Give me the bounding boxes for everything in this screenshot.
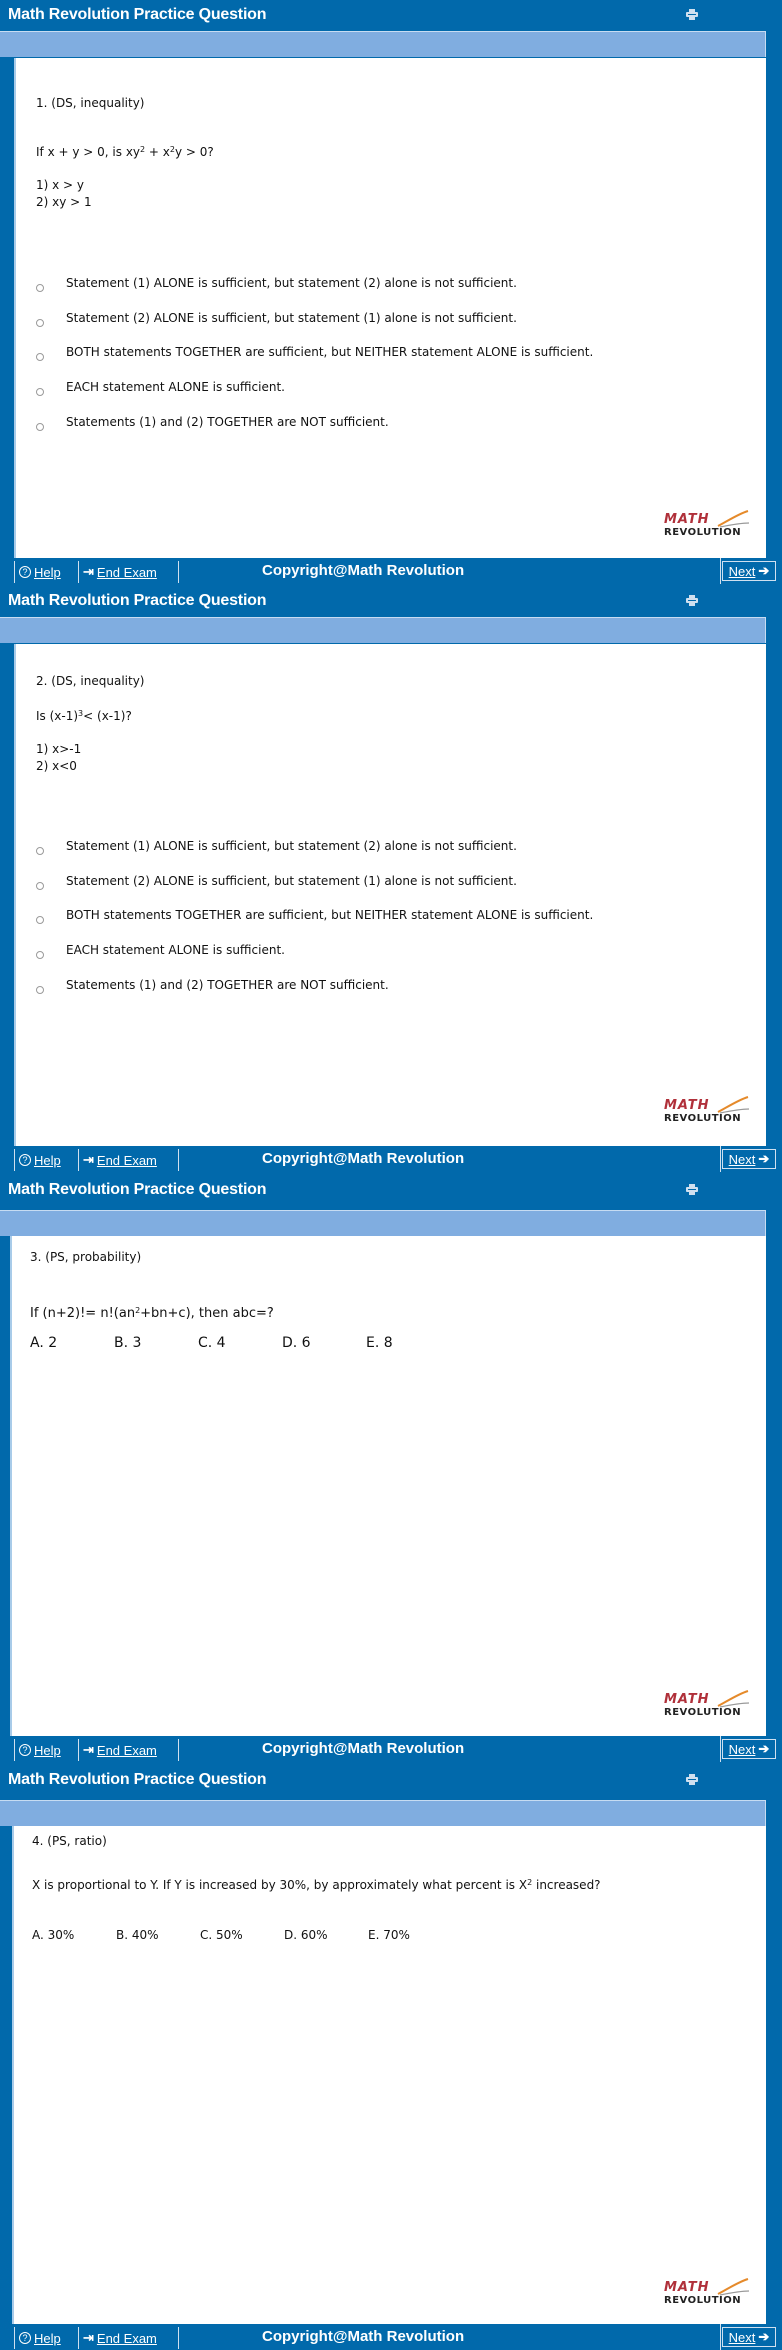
help-button[interactable]: ? Help	[14, 1149, 65, 1171]
print-icon[interactable]	[686, 595, 698, 606]
question-heading: 1. (DS, inequality)	[36, 96, 145, 110]
help-icon: ?	[19, 1744, 31, 1756]
question-heading: 3. (PS, probability)	[30, 1250, 142, 1264]
title-bar	[0, 586, 782, 616]
answer-option-e[interactable]: Statements (1) and (2) TOGETHER are NOT sufficient.	[36, 423, 44, 431]
math-revolution-logo: MATH REVOLUTION	[664, 2278, 752, 2312]
choice-c[interactable]: C. 4	[198, 1335, 226, 1351]
swoosh-icon	[716, 1096, 750, 1114]
choice-b[interactable]: B. 3	[114, 1335, 142, 1351]
footer-divider	[720, 1736, 721, 1762]
footer-divider	[720, 1146, 721, 1172]
choice-e[interactable]: E. 8	[366, 1335, 393, 1351]
question-panel-2	[0, 586, 782, 1172]
question-content	[14, 58, 766, 558]
footer-bar	[0, 1146, 782, 1172]
end-exam-button[interactable]: ⇥ End Exam	[78, 561, 161, 583]
copyright-text: Copyright@Math Revolution	[262, 562, 465, 579]
exit-icon: ⇥	[83, 1742, 94, 1757]
answer-option-e[interactable]: Statements (1) and (2) TOGETHER are NOT sufficient.	[36, 986, 44, 994]
choice-d[interactable]: D. 60%	[284, 1928, 328, 1942]
next-button[interactable]: Next ➔	[722, 1739, 776, 1759]
footer-divider	[720, 2324, 721, 2350]
footer-bar	[0, 2324, 782, 2350]
arrow-right-icon: ➔	[758, 563, 770, 578]
arrow-right-icon: ➔	[758, 1741, 770, 1756]
next-button[interactable]: Next ➔	[722, 561, 776, 581]
statement-1: 1) x > y	[36, 178, 85, 192]
answer-option-a[interactable]: Statement (1) ALONE is sufficient, but statement (2) alone is not sufficient.	[36, 284, 44, 292]
end-exam-button[interactable]: ⇥ End Exam	[78, 1739, 161, 1761]
question-panel-1	[0, 0, 782, 586]
footer-divider	[178, 1149, 179, 1171]
copyright-text: Copyright@Math Revolution	[262, 2328, 465, 2345]
title-bar	[0, 0, 782, 30]
radio-button[interactable]	[36, 284, 44, 292]
next-button[interactable]: Next ➔	[722, 2327, 776, 2347]
help-icon: ?	[19, 1154, 31, 1166]
answer-option-a[interactable]: Statement (1) ALONE is sufficient, but statement (2) alone is not sufficient.	[36, 847, 44, 855]
statement-2: 2) xy > 1	[36, 195, 92, 209]
footer-bar	[0, 1736, 782, 1762]
copyright-text: Copyright@Math Revolution	[262, 1150, 465, 1167]
end-exam-button[interactable]: ⇥ End Exam	[78, 1149, 161, 1171]
footer-divider	[178, 1739, 179, 1761]
radio-button[interactable]	[36, 882, 44, 890]
footer-divider	[178, 561, 179, 583]
toolbar-strip	[0, 1800, 766, 1826]
statement-2: 2) x<0	[36, 759, 77, 773]
math-revolution-logo: MATH REVOLUTION	[664, 1690, 752, 1724]
arrow-right-icon: ➔	[758, 1151, 770, 1166]
radio-button[interactable]	[36, 847, 44, 855]
print-icon[interactable]	[686, 9, 698, 20]
answer-choices	[30, 1335, 450, 1351]
footer-divider	[178, 2327, 179, 2349]
arrow-right-icon: ➔	[758, 2329, 770, 2344]
question-heading: 4. (PS, ratio)	[32, 1834, 107, 1848]
toolbar-strip	[0, 1210, 766, 1236]
help-button[interactable]: ? Help	[14, 561, 65, 583]
question-heading: 2. (DS, inequality)	[36, 674, 145, 688]
swoosh-icon	[716, 510, 750, 528]
answer-choices	[32, 1928, 452, 1942]
statement-1: 1) x>-1	[36, 742, 82, 756]
copyright-text: Copyright@Math Revolution	[262, 1740, 465, 1757]
radio-button[interactable]	[36, 353, 44, 361]
swoosh-icon	[716, 2278, 750, 2296]
window-title: Math Revolution Practice Question	[8, 1771, 267, 1788]
choice-e[interactable]: E. 70%	[368, 1928, 410, 1942]
choice-c[interactable]: C. 50%	[200, 1928, 243, 1942]
swoosh-icon	[716, 1690, 750, 1708]
question-content	[14, 644, 766, 1146]
question-panel-3	[0, 1172, 782, 1762]
help-button[interactable]: ? Help	[14, 1739, 65, 1761]
end-exam-button[interactable]: ⇥ End Exam	[78, 2327, 161, 2349]
answer-option-b[interactable]: Statement (2) ALONE is sufficient, but statement (1) alone is not sufficient.	[36, 882, 44, 890]
help-icon: ?	[19, 566, 31, 578]
help-icon: ?	[19, 2332, 31, 2344]
radio-button[interactable]	[36, 916, 44, 924]
print-icon[interactable]	[686, 1184, 698, 1195]
answer-option-c[interactable]: BOTH statements TOGETHER are sufficient, but NEITHER statement ALONE is sufficient.	[36, 353, 44, 361]
help-button[interactable]: ? Help	[14, 2327, 65, 2349]
window-title: Math Revolution Practice Question	[8, 1181, 267, 1198]
title-bar	[0, 1172, 782, 1208]
toolbar-strip	[0, 617, 766, 643]
question-stem: If x + y > 0, is $xy^2 + x^2y > 0$?	[36, 145, 214, 159]
choice-a[interactable]: A. 2	[30, 1335, 58, 1351]
window-title: Math Revolution Practice Question	[8, 6, 267, 23]
exit-icon: ⇥	[83, 1152, 94, 1167]
question-panel-4	[0, 1762, 782, 2350]
radio-button[interactable]	[36, 423, 44, 431]
answer-option-c[interactable]: BOTH statements TOGETHER are sufficient, but NEITHER statement ALONE is sufficient.	[36, 916, 44, 924]
exit-icon: ⇥	[83, 564, 94, 579]
math-revolution-logo: MATH REVOLUTION	[664, 1096, 752, 1130]
answer-option-d[interactable]: EACH statement ALONE is sufficient.	[36, 388, 44, 396]
choice-d[interactable]: D. 6	[282, 1335, 311, 1351]
question-stem: X is proportional to Y. If Y is increased by 30%, by approximately what percent is $X^2$ increased?	[32, 1878, 601, 1892]
question-content	[12, 1826, 766, 2324]
choice-a[interactable]: A. 30%	[32, 1928, 75, 1942]
title-bar	[0, 1762, 782, 1798]
radio-button[interactable]	[36, 951, 44, 959]
next-button[interactable]: Next ➔	[722, 1149, 776, 1169]
choice-b[interactable]: B. 40%	[116, 1928, 159, 1942]
footer-bar	[0, 558, 782, 584]
print-icon[interactable]	[686, 1774, 698, 1785]
exit-icon: ⇥	[83, 2330, 94, 2345]
window-title: Math Revolution Practice Question	[8, 592, 267, 609]
question-stem: If $(n+2)!= n!(an^2+bn+c)$, then abc=?	[30, 1306, 274, 1321]
question-stem: Is $(x-1)^3< (x-1)$?	[36, 709, 132, 723]
toolbar-strip	[0, 31, 766, 57]
radio-button[interactable]	[36, 388, 44, 396]
footer-divider	[720, 558, 721, 584]
radio-button[interactable]	[36, 986, 44, 994]
answer-option-b[interactable]: Statement (2) ALONE is sufficient, but statement (1) alone is not sufficient.	[36, 319, 44, 327]
radio-button[interactable]	[36, 319, 44, 327]
question-content	[10, 1236, 766, 1736]
answer-option-d[interactable]: EACH statement ALONE is sufficient.	[36, 951, 44, 959]
math-revolution-logo: MATH REVOLUTION	[664, 510, 752, 544]
